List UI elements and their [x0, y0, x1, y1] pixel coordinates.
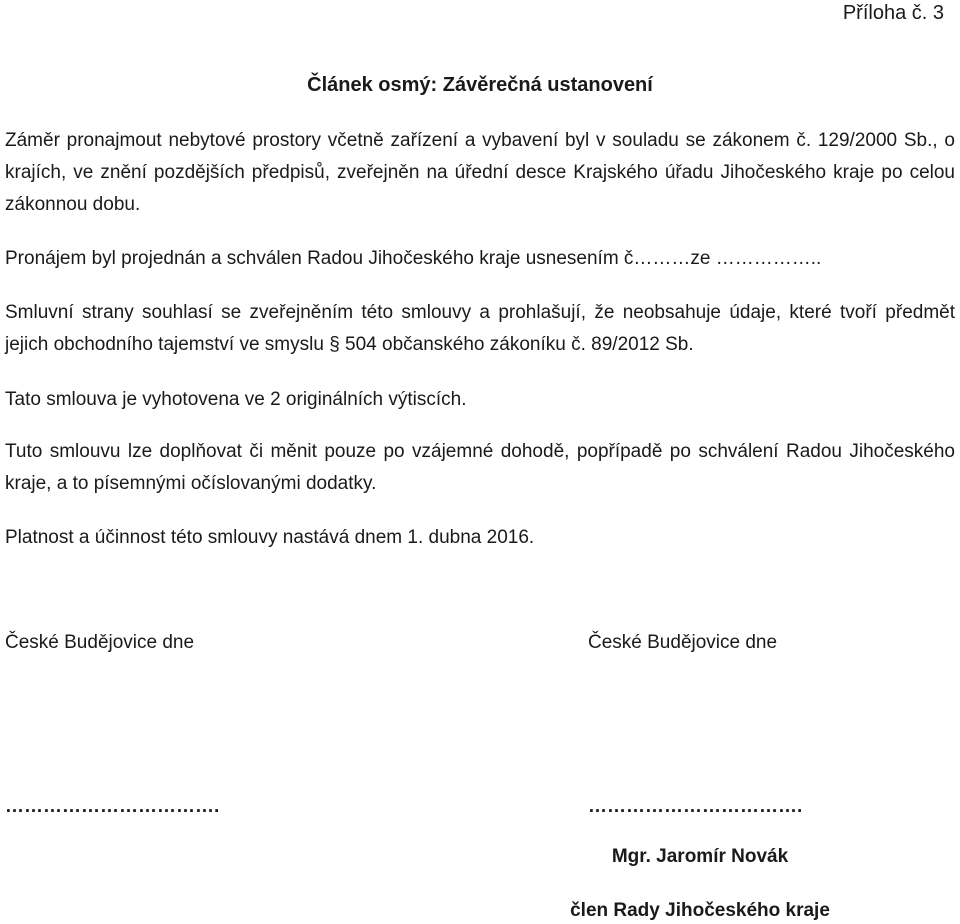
- attachment-label: Příloha č. 3: [842, 2, 944, 24]
- right-signature-line: …………………………….: [588, 796, 803, 817]
- section-title: Článek osmý: Závěrečná ustanovení: [307, 74, 653, 96]
- paragraph-amendments: Tuto smlouvu lze doplňovat či měnit pouze po vzájemné dohodě, popřípadě po schválení Radou Jihočeského kraje, a to písemnými očíslovanými dodatky.: [5, 441, 955, 494]
- paragraph-publication-consent: Smluvní strany souhlasí se zveřejněním této smlouvy a prohlašují, že neobsahuje údaje, které tvoří předmět jejich obchodního tajemství ve smyslu § 504 občanského zákoníku č. 89/2012 Sb.: [5, 302, 955, 355]
- paragraph-copies: Tato smlouva je vyhotovena ve 2 originálních výtiscích.: [5, 389, 467, 410]
- signer-name: Mgr. Jaromír Novák: [611, 846, 789, 867]
- paragraph-publication: Záměr pronajmout nebytové prostory včetně zařízení a vybavení byl v souladu se zákonem č. 129/2000 Sb., o krajích, ve znění pozdějších předpisů, zveřejněn na úřední desce Krajského úřadu Jihočeského kraje po celou zákonnou dobu.: [5, 130, 955, 215]
- right-place-date: České Budějovice dne: [588, 632, 778, 653]
- left-place-date: České Budějovice dne: [5, 632, 195, 653]
- paragraph-validity: Platnost a účinnost této smlouvy nastává dnem 1. dubna 2016.: [5, 527, 535, 548]
- paragraph-approval: Pronájem byl projednán a schválen Radou Jihočeského kraje usnesením č………ze ……………..: [5, 248, 822, 269]
- left-signature-line: …………………………….: [5, 796, 220, 817]
- signer-role: člen Rady Jihočeského kraje: [570, 900, 830, 921]
